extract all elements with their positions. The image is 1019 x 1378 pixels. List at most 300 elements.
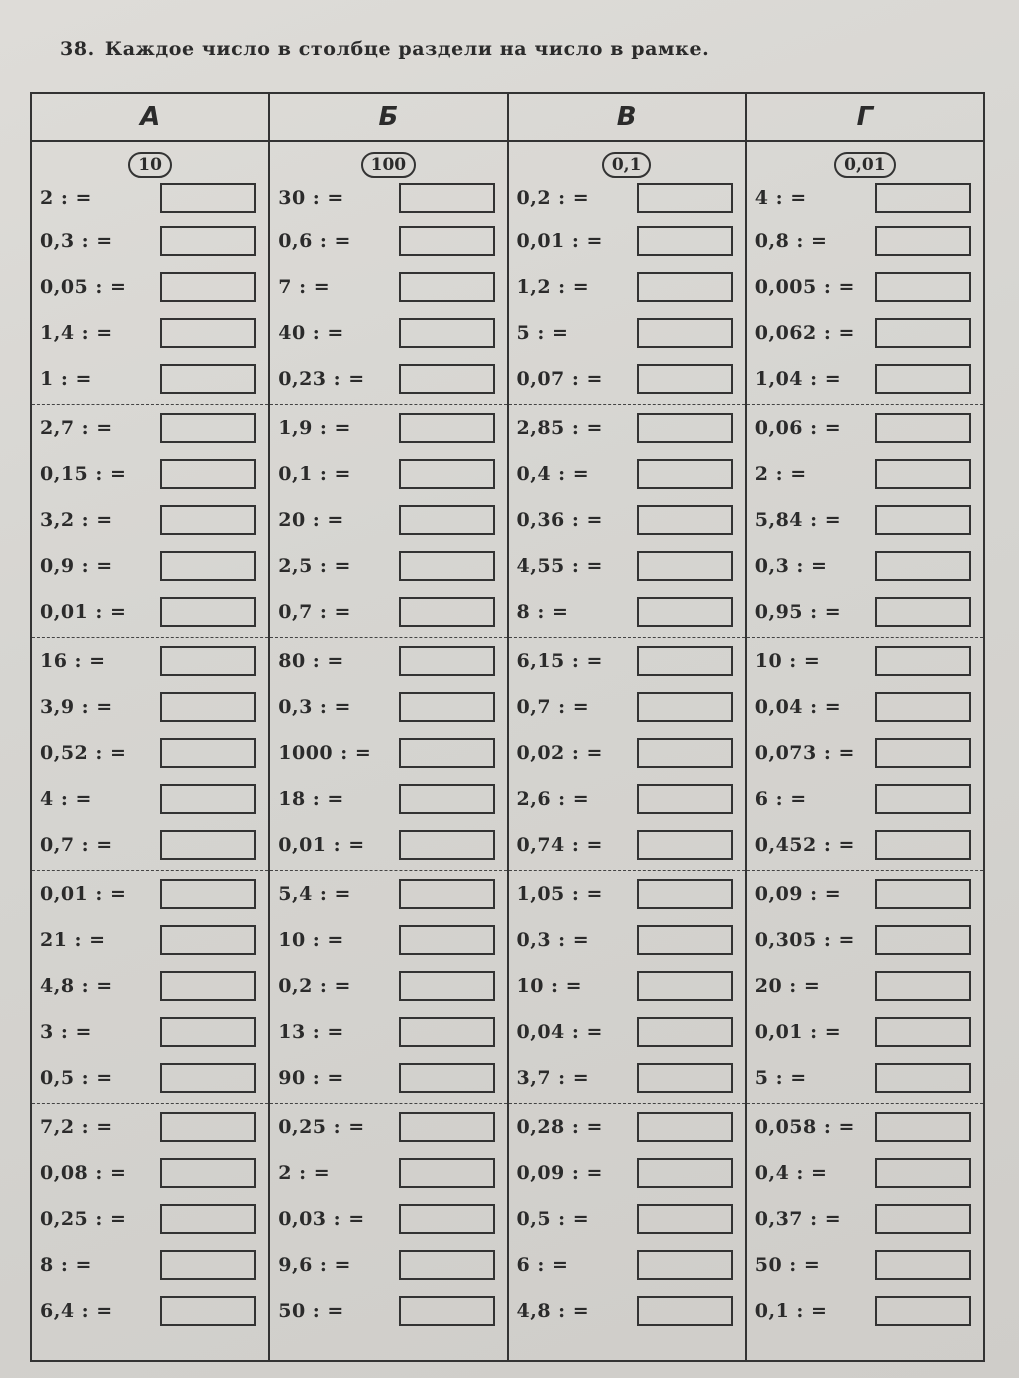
answer-box[interactable] <box>399 830 495 860</box>
divisor-row <box>747 142 983 178</box>
answer-box[interactable] <box>399 226 495 256</box>
division-expression: 1,04 : = <box>754 368 842 390</box>
answer-box[interactable] <box>399 597 495 627</box>
division-expression: 40 : = <box>278 322 344 344</box>
problem-row <box>270 638 506 684</box>
problem-group <box>747 405 983 638</box>
division-expression: 0,01 : = <box>40 601 127 623</box>
answer-box[interactable] <box>160 1112 256 1142</box>
problem-row <box>509 1196 745 1242</box>
problem-row <box>270 684 506 730</box>
problem-row <box>32 264 268 310</box>
answer-box[interactable] <box>637 1296 733 1326</box>
answer-box[interactable] <box>637 1063 733 1093</box>
answer-box[interactable] <box>875 226 971 256</box>
answer-box[interactable] <box>160 318 256 348</box>
answer-box[interactable] <box>875 183 971 213</box>
division-expression: 3,2 : = <box>40 509 113 531</box>
answer-box[interactable] <box>399 784 495 814</box>
problem-row <box>32 917 268 963</box>
division-table <box>30 92 985 1362</box>
problem-row <box>747 218 983 264</box>
problem-row <box>747 638 983 684</box>
answer-box[interactable] <box>160 1063 256 1093</box>
answer-box[interactable] <box>637 1204 733 1234</box>
division-expression: 3,9 : = <box>40 696 113 718</box>
column-2 <box>270 94 508 1360</box>
problem-group <box>32 178 268 405</box>
problem-row <box>747 1196 983 1242</box>
answer-box[interactable] <box>399 183 495 213</box>
answer-box[interactable] <box>399 738 495 768</box>
answer-box[interactable] <box>637 738 733 768</box>
problem-row <box>747 451 983 497</box>
division-expression: 16 : = <box>40 650 106 672</box>
problem-row <box>270 356 506 402</box>
division-expression: 4 : = <box>40 788 92 810</box>
division-expression: 0,5 : = <box>40 1067 113 1089</box>
divisor-row <box>509 142 745 178</box>
division-expression: 0,3 : = <box>516 929 590 951</box>
answer-box[interactable] <box>875 1063 971 1093</box>
division-expression: 0,52 : = <box>40 742 127 764</box>
answer-box[interactable] <box>637 183 733 213</box>
answer-box[interactable] <box>637 272 733 302</box>
division-expression: 90 : = <box>278 1067 344 1089</box>
answer-box[interactable] <box>637 505 733 535</box>
problem-row <box>509 310 745 356</box>
problem-row <box>32 589 268 635</box>
division-expression: 0,09 : = <box>754 883 842 905</box>
answer-box[interactable] <box>637 830 733 860</box>
problem-row <box>747 776 983 822</box>
problem-row <box>747 1055 983 1101</box>
division-expression: 2,85 : = <box>516 417 603 439</box>
answer-box[interactable] <box>160 925 256 955</box>
division-expression: 0,04 : = <box>754 696 842 718</box>
division-expression: 2,7 : = <box>40 417 113 439</box>
answer-box[interactable] <box>160 183 256 213</box>
column-header: Г <box>747 94 983 142</box>
problem-row <box>747 917 983 963</box>
problem-row <box>747 1288 983 1334</box>
answer-box[interactable] <box>875 971 971 1001</box>
exercise-number: 38. <box>60 38 95 60</box>
answer-box[interactable] <box>399 1112 495 1142</box>
problem-row <box>32 310 268 356</box>
division-expression: 10 : = <box>516 975 583 997</box>
problem-group <box>509 178 745 405</box>
problem-row <box>747 822 983 868</box>
division-expression: 0,36 : = <box>516 509 603 531</box>
column-1 <box>32 94 270 1360</box>
problem-row <box>747 1104 983 1150</box>
division-expression: 10 : = <box>754 650 821 672</box>
answer-box[interactable] <box>399 1063 495 1093</box>
division-expression: 4,8 : = <box>40 975 113 997</box>
problem-row <box>32 638 268 684</box>
answer-box[interactable] <box>875 784 971 814</box>
division-expression: 3,7 : = <box>516 1067 590 1089</box>
answer-box[interactable] <box>160 1204 256 1234</box>
problem-row <box>747 178 983 218</box>
answer-box[interactable] <box>160 879 256 909</box>
answer-box[interactable] <box>875 1204 971 1234</box>
division-expression: 5 : = <box>754 1067 807 1089</box>
division-expression: 0,062 : = <box>754 322 855 344</box>
answer-box[interactable] <box>637 1158 733 1188</box>
problem-group <box>747 178 983 405</box>
problem-row <box>509 264 745 310</box>
division-expression: 1,05 : = <box>516 883 603 905</box>
problem-row <box>270 822 506 868</box>
problem-group <box>270 178 506 405</box>
answer-box[interactable] <box>875 738 971 768</box>
answer-box[interactable] <box>399 1158 495 1188</box>
answer-box[interactable] <box>875 830 971 860</box>
answer-box[interactable] <box>399 1250 495 1280</box>
problem-row <box>270 543 506 589</box>
problem-row <box>509 1055 745 1101</box>
answer-box[interactable] <box>160 830 256 860</box>
divisor-frame: 0,1 <box>602 152 652 178</box>
problem-row <box>270 264 506 310</box>
division-expression: 9,6 : = <box>278 1254 351 1276</box>
division-expression: 2 : = <box>278 1162 331 1184</box>
division-expression: 2 : = <box>40 187 92 209</box>
answer-box[interactable] <box>875 597 971 627</box>
problem-row <box>32 730 268 776</box>
answer-box[interactable] <box>160 597 256 627</box>
division-expression: 0,15 : = <box>40 463 127 485</box>
division-expression: 0,2 : = <box>516 187 590 209</box>
division-expression: 13 : = <box>278 1021 344 1043</box>
division-expression: 80 : = <box>278 650 344 672</box>
problem-row <box>509 1242 745 1288</box>
answer-box[interactable] <box>637 925 733 955</box>
answer-box[interactable] <box>875 551 971 581</box>
answer-box[interactable] <box>637 692 733 722</box>
answer-box[interactable] <box>399 879 495 909</box>
problem-row <box>270 178 506 218</box>
problem-row <box>509 218 745 264</box>
answer-box[interactable] <box>875 1017 971 1047</box>
problem-row <box>747 1009 983 1055</box>
problem-row <box>270 1150 506 1196</box>
answer-box[interactable] <box>637 784 733 814</box>
problem-row <box>509 356 745 402</box>
answer-box[interactable] <box>875 1250 971 1280</box>
problem-row <box>32 543 268 589</box>
division-expression: 0,01 : = <box>40 883 127 905</box>
problem-row <box>32 1104 268 1150</box>
problem-row <box>747 684 983 730</box>
answer-box[interactable] <box>875 692 971 722</box>
division-expression: 5,84 : = <box>754 509 842 531</box>
division-expression: 0,01 : = <box>516 230 603 252</box>
answer-box[interactable] <box>637 364 733 394</box>
division-expression: 4 : = <box>754 187 807 209</box>
answer-box[interactable] <box>160 1158 256 1188</box>
answer-box[interactable] <box>875 1296 971 1326</box>
problem-row <box>509 405 745 451</box>
problem-row <box>747 589 983 635</box>
division-expression: 1,4 : = <box>40 322 113 344</box>
problem-row <box>270 1196 506 1242</box>
problem-row <box>32 497 268 543</box>
problem-row <box>509 684 745 730</box>
division-expression: 0,03 : = <box>278 1208 365 1230</box>
problem-row <box>270 405 506 451</box>
problem-group <box>270 405 506 638</box>
problem-row <box>747 1242 983 1288</box>
answer-box[interactable] <box>160 364 256 394</box>
division-expression: 50 : = <box>278 1300 344 1322</box>
division-expression: 0,005 : = <box>754 276 855 298</box>
problem-row <box>747 405 983 451</box>
problem-row <box>509 730 745 776</box>
problem-row <box>509 1288 745 1334</box>
answer-box[interactable] <box>875 272 971 302</box>
problem-row <box>32 1242 268 1288</box>
column-header: А <box>32 94 268 142</box>
division-expression: 0,7 : = <box>278 601 351 623</box>
problem-row <box>32 963 268 1009</box>
problem-row <box>32 356 268 402</box>
answer-box[interactable] <box>637 551 733 581</box>
division-expression: 2,5 : = <box>278 555 351 577</box>
division-expression: 7,2 : = <box>40 1116 113 1138</box>
problem-row <box>509 776 745 822</box>
division-expression: 6,15 : = <box>516 650 603 672</box>
problem-row <box>509 497 745 543</box>
column-3 <box>509 94 747 1360</box>
answer-box[interactable] <box>160 692 256 722</box>
problem-row <box>32 405 268 451</box>
answer-box[interactable] <box>160 1296 256 1326</box>
problem-row <box>270 310 506 356</box>
answer-box[interactable] <box>875 318 971 348</box>
problem-row <box>32 776 268 822</box>
answer-box[interactable] <box>637 459 733 489</box>
division-expression: 0,04 : = <box>516 1021 603 1043</box>
problem-row <box>509 1009 745 1055</box>
problem-row <box>270 589 506 635</box>
problem-row <box>270 1242 506 1288</box>
division-expression: 5,4 : = <box>278 883 351 905</box>
problem-row <box>747 264 983 310</box>
answer-box[interactable] <box>637 1250 733 1280</box>
division-expression: 0,06 : = <box>754 417 842 439</box>
division-expression: 3 : = <box>40 1021 92 1043</box>
answer-box[interactable] <box>399 692 495 722</box>
division-expression: 30 : = <box>278 187 344 209</box>
division-expression: 4,8 : = <box>516 1300 590 1322</box>
problem-group <box>747 638 983 871</box>
problem-group <box>509 871 745 1104</box>
division-expression: 0,02 : = <box>516 742 603 764</box>
division-expression: 0,4 : = <box>754 1162 828 1184</box>
answer-box[interactable] <box>637 646 733 676</box>
exercise-instruction: Каждое число в столбце раздели на число в рамке. <box>104 38 710 60</box>
problem-row <box>32 822 268 868</box>
division-expression: 0,3 : = <box>40 230 113 252</box>
problem-group <box>270 638 506 871</box>
division-expression: 0,7 : = <box>516 696 590 718</box>
answer-box[interactable] <box>399 1204 495 1234</box>
division-expression: 0,305 : = <box>754 929 855 951</box>
answer-box[interactable] <box>160 646 256 676</box>
problem-row <box>747 963 983 1009</box>
answer-box[interactable] <box>160 551 256 581</box>
problem-row <box>32 1009 268 1055</box>
answer-box[interactable] <box>399 318 495 348</box>
problem-row <box>270 871 506 917</box>
answer-box[interactable] <box>399 646 495 676</box>
answer-box[interactable] <box>875 505 971 535</box>
answer-box[interactable] <box>399 364 495 394</box>
problem-row <box>32 218 268 264</box>
division-expression: 0,3 : = <box>754 555 828 577</box>
answer-box[interactable] <box>399 1017 495 1047</box>
answer-box[interactable] <box>875 879 971 909</box>
division-expression: 0,01 : = <box>754 1021 842 1043</box>
problem-group <box>32 1104 268 1336</box>
division-expression: 0,1 : = <box>278 463 351 485</box>
problem-group <box>32 405 268 638</box>
division-expression: 0,452 : = <box>754 834 855 856</box>
problem-row <box>270 497 506 543</box>
problem-row <box>32 178 268 218</box>
division-expression: 20 : = <box>278 509 344 531</box>
answer-box[interactable] <box>399 459 495 489</box>
answer-box[interactable] <box>160 272 256 302</box>
division-expression: 0,2 : = <box>278 975 351 997</box>
division-expression: 6 : = <box>516 1254 569 1276</box>
answer-box[interactable] <box>637 413 733 443</box>
problem-group <box>32 638 268 871</box>
answer-box[interactable] <box>637 1112 733 1142</box>
problem-group <box>509 1104 745 1336</box>
answer-box[interactable] <box>875 1112 971 1142</box>
division-expression: 2,6 : = <box>516 788 590 810</box>
problem-row <box>509 871 745 917</box>
division-expression: 8 : = <box>516 601 569 623</box>
problem-row <box>32 1150 268 1196</box>
problem-row <box>509 178 745 218</box>
divisor-row <box>32 142 268 178</box>
division-expression: 0,08 : = <box>40 1162 127 1184</box>
answer-box[interactable] <box>160 226 256 256</box>
division-expression: 0,3 : = <box>278 696 351 718</box>
column-header: В <box>509 94 745 142</box>
answer-box[interactable] <box>160 1250 256 1280</box>
problem-row <box>270 1288 506 1334</box>
division-expression: 0,7 : = <box>40 834 113 856</box>
answer-box[interactable] <box>637 597 733 627</box>
division-expression: 5 : = <box>516 322 569 344</box>
answer-box[interactable] <box>637 318 733 348</box>
answer-box[interactable] <box>160 971 256 1001</box>
problem-row <box>747 543 983 589</box>
divisor-frame: 100 <box>361 152 417 178</box>
problem-row <box>270 730 506 776</box>
division-expression: 1 : = <box>40 368 92 390</box>
answer-box[interactable] <box>399 1296 495 1326</box>
answer-box[interactable] <box>160 1017 256 1047</box>
division-expression: 0,4 : = <box>516 463 590 485</box>
answer-box[interactable] <box>875 646 971 676</box>
problem-row <box>270 963 506 1009</box>
answer-box[interactable] <box>399 551 495 581</box>
answer-box[interactable] <box>637 1017 733 1047</box>
problem-group <box>509 638 745 871</box>
answer-box[interactable] <box>875 364 971 394</box>
problem-row <box>509 917 745 963</box>
answer-box[interactable] <box>875 1158 971 1188</box>
division-expression: 21 : = <box>40 929 106 951</box>
division-expression: 0,95 : = <box>754 601 842 623</box>
answer-box[interactable] <box>875 413 971 443</box>
division-expression: 0,07 : = <box>516 368 603 390</box>
answer-box[interactable] <box>399 413 495 443</box>
answer-box[interactable] <box>637 226 733 256</box>
division-expression: 0,1 : = <box>754 1300 828 1322</box>
problem-row <box>509 451 745 497</box>
answer-box[interactable] <box>637 971 733 1001</box>
division-expression: 0,28 : = <box>516 1116 603 1138</box>
division-expression: 6,4 : = <box>40 1300 113 1322</box>
division-expression: 0,01 : = <box>278 834 365 856</box>
division-expression: 0,25 : = <box>278 1116 365 1138</box>
problem-group <box>747 871 983 1104</box>
problem-row <box>32 1055 268 1101</box>
answer-box[interactable] <box>399 272 495 302</box>
problem-row <box>509 963 745 1009</box>
division-expression: 0,09 : = <box>516 1162 603 1184</box>
problem-group <box>32 871 268 1104</box>
exercise-title <box>60 38 709 60</box>
answer-box[interactable] <box>160 413 256 443</box>
problem-row <box>747 730 983 776</box>
answer-box[interactable] <box>160 459 256 489</box>
answer-box[interactable] <box>399 505 495 535</box>
problem-row <box>270 1009 506 1055</box>
answer-box[interactable] <box>160 505 256 535</box>
answer-box[interactable] <box>875 925 971 955</box>
division-expression: 0,073 : = <box>754 742 855 764</box>
answer-box[interactable] <box>875 459 971 489</box>
answer-box[interactable] <box>160 738 256 768</box>
problem-row <box>32 1196 268 1242</box>
division-expression: 0,25 : = <box>40 1208 127 1230</box>
problem-row <box>270 1104 506 1150</box>
divisor-frame: 0,01 <box>834 152 895 178</box>
problem-row <box>747 1150 983 1196</box>
answer-box[interactable] <box>399 925 495 955</box>
problem-row <box>747 356 983 402</box>
answer-box[interactable] <box>637 879 733 909</box>
division-expression: 0,5 : = <box>516 1208 590 1230</box>
problem-row <box>509 543 745 589</box>
problem-row <box>32 451 268 497</box>
division-expression: 0,8 : = <box>754 230 828 252</box>
answer-box[interactable] <box>399 971 495 1001</box>
problem-row <box>509 1104 745 1150</box>
division-expression: 0,058 : = <box>754 1116 855 1138</box>
answer-box[interactable] <box>160 784 256 814</box>
problem-row <box>270 917 506 963</box>
